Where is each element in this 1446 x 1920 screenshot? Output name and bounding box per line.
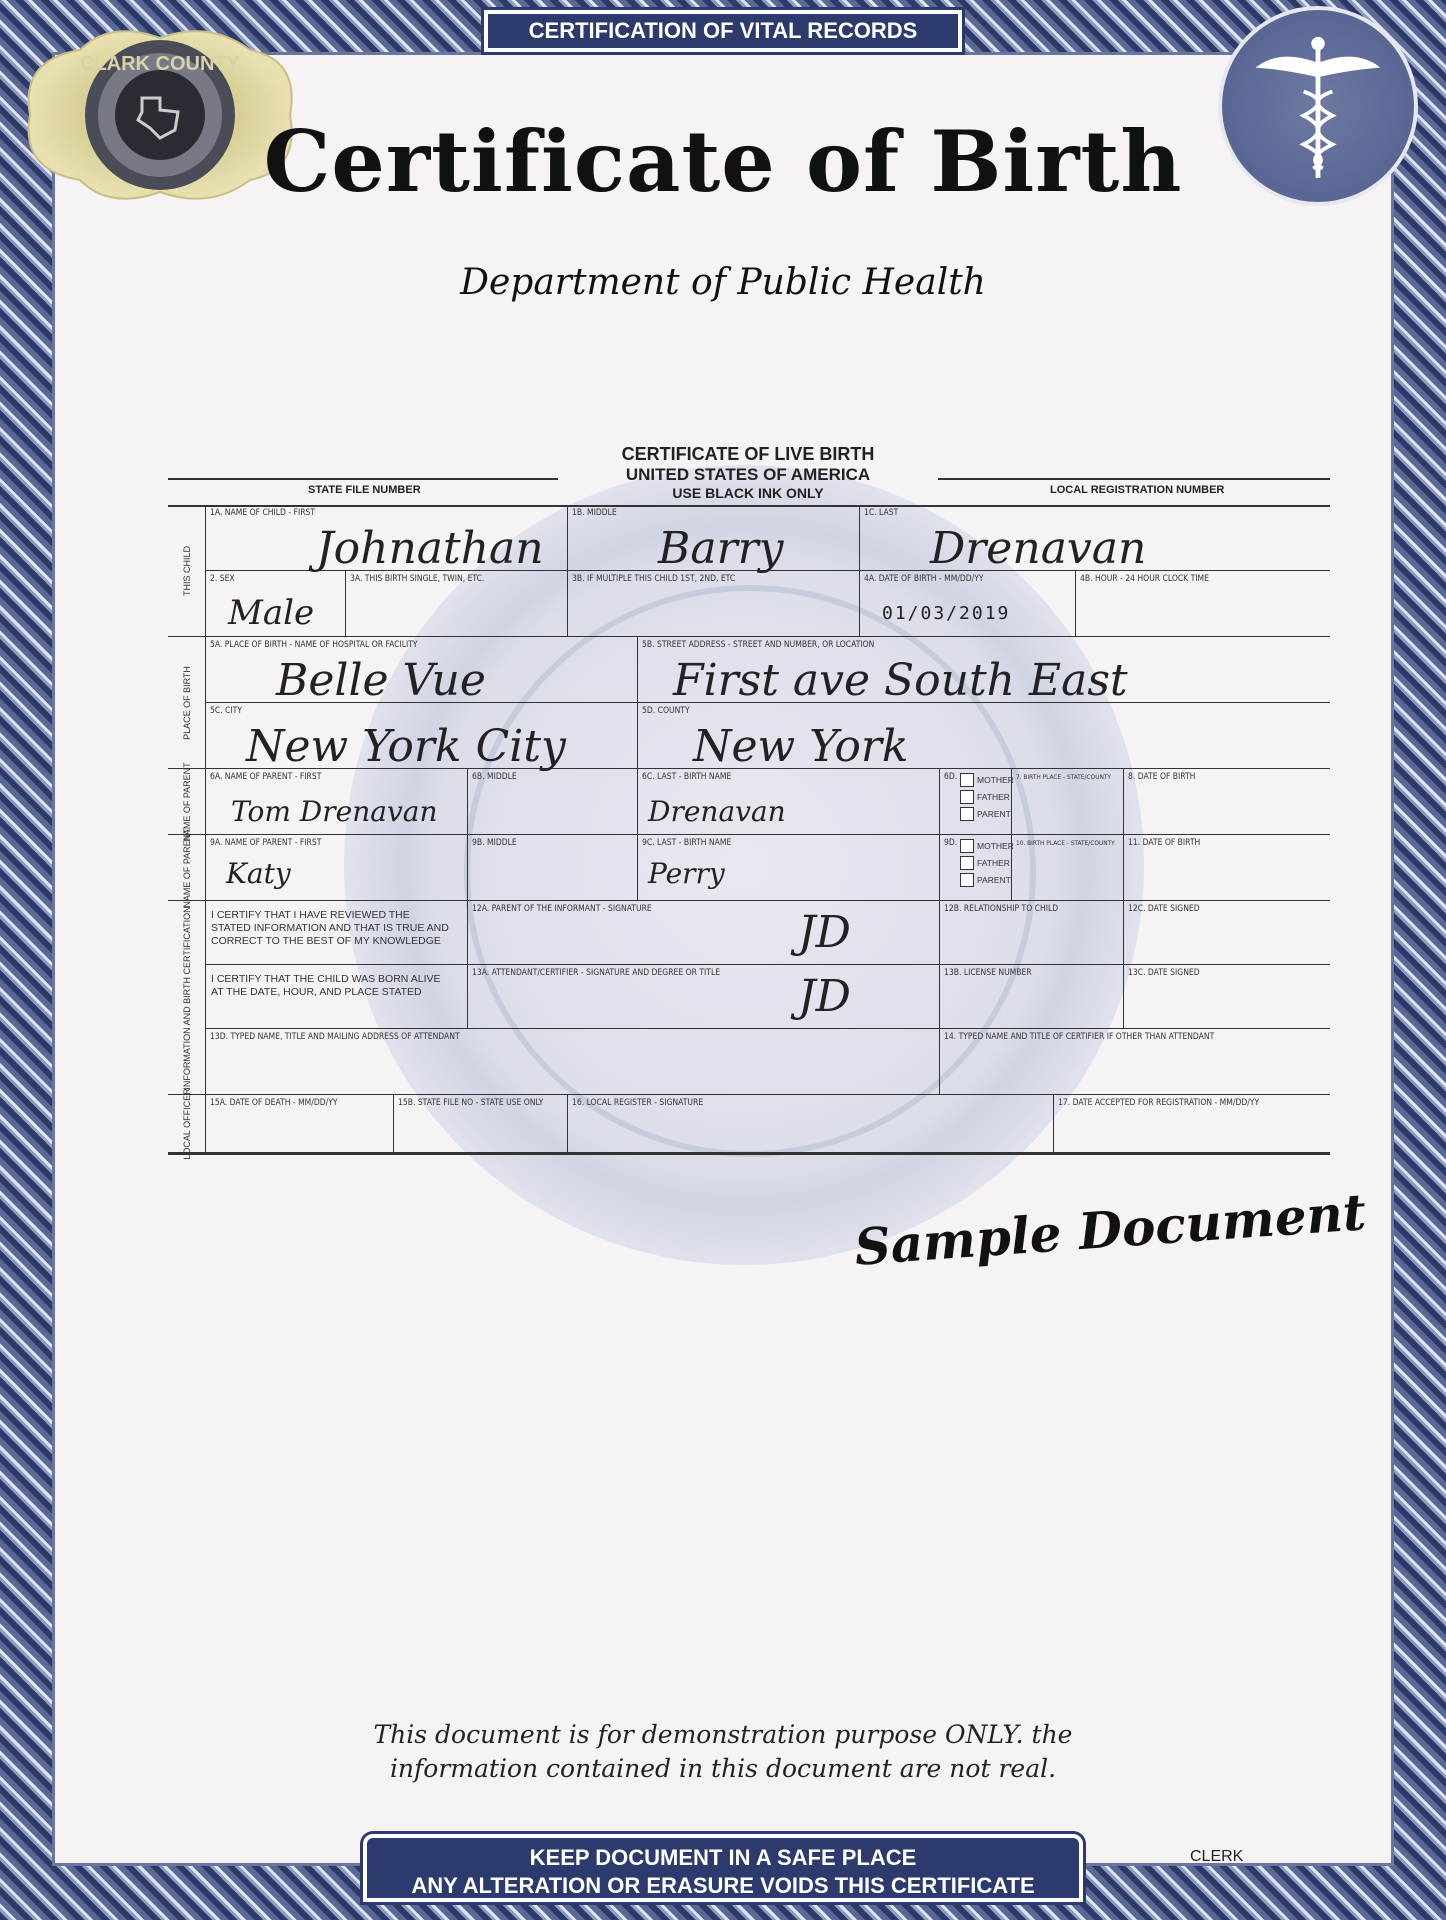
field-attendant-address[interactable]: 13D. TYPED NAME, TITLE AND MAILING ADDRESS OF ATTENDANT xyxy=(206,1029,940,1095)
certificate-title: Certificate of Birth xyxy=(263,112,1183,211)
field-license-number[interactable]: 13B. LICENSE NUMBER xyxy=(940,965,1124,1029)
birth-form-grid xyxy=(168,505,1330,1160)
field-parent1-role[interactable]: 6D. MOTHER FATHER PARENT xyxy=(940,769,1012,835)
field-birth-single-twin[interactable]: 3A. THIS BIRTH SINGLE, TWIN, ETC. xyxy=(346,571,568,637)
section-name-of-parent-1: NAME OF PARENT xyxy=(168,769,206,835)
section-this-child: THIS CHILD xyxy=(168,505,206,637)
bottom-banner-line-1: KEEP DOCUMENT IN A SAFE PLACE xyxy=(529,1845,917,1870)
bottom-banner-line-2: ANY ALTERATION OR ERASURE VOIDS THIS CERTIFICATE xyxy=(411,1873,1035,1898)
top-banner: CERTIFICATION OF VITAL RECORDS xyxy=(484,10,962,52)
local-registration-number-label: LOCAL REGISTRATION NUMBER xyxy=(1050,484,1225,496)
section-information: INFORMATION AND BIRTH CERTIFICATION xyxy=(168,901,206,1095)
field-date-accepted[interactable]: 17. DATE ACCEPTED FOR REGISTRATION - MM/DD/YY xyxy=(1054,1095,1330,1155)
field-parent1-middle[interactable]: 6B. MIDDLE xyxy=(468,769,638,835)
disclaimer-line-1: This document is for demonstration purpose ONLY. the xyxy=(373,1720,1073,1749)
field-city[interactable]: 5C. CITY New York City xyxy=(206,703,638,769)
checkbox-mother[interactable]: MOTHER xyxy=(960,773,1014,787)
section-place-of-birth: PLACE OF BIRTH xyxy=(168,637,206,769)
section-name-of-parent-2: NAME OF PARENT xyxy=(168,835,206,901)
field-state-file-no[interactable]: 15B. STATE FILE NO - STATE USE ONLY xyxy=(394,1095,568,1155)
field-county[interactable]: 5D. COUNTY New York xyxy=(638,703,1330,769)
field-parent1-birthplace[interactable]: 7. BIRTH PLACE - STATE/COUNTY xyxy=(1012,769,1124,835)
form-header xyxy=(560,444,936,501)
checkbox-parent[interactable]: PARENT xyxy=(960,873,1014,887)
form-header-line1: CERTIFICATE OF LIVE BIRTH xyxy=(621,444,875,464)
header-rule-left xyxy=(168,478,558,480)
checkbox-parent[interactable]: PARENT xyxy=(960,807,1014,821)
field-parent2-dob[interactable]: 11. DATE OF BIRTH xyxy=(1124,835,1330,901)
checkbox-father[interactable]: FATHER xyxy=(960,790,1014,804)
field-parent1-first[interactable]: 6A. NAME OF PARENT - FIRST Tom Drenavan xyxy=(206,769,468,835)
field-hour-of-birth[interactable]: 4B. HOUR - 24 HOUR CLOCK TIME xyxy=(1076,571,1330,637)
field-relationship[interactable]: 12B. RELATIONSHIP TO CHILD xyxy=(940,901,1124,965)
sample-document-stamp: Sample Document xyxy=(852,1182,1368,1277)
field-informant-signature[interactable]: 12A. PARENT OF THE INFORMANT - SIGNATURE JD xyxy=(468,901,940,965)
field-parent1-dob[interactable]: 8. DATE OF BIRTH xyxy=(1124,769,1330,835)
field-date-of-death[interactable]: 15A. DATE OF DEATH - MM/DD/YY xyxy=(206,1095,394,1155)
disclaimer-line-2: information contained in this document are not real. xyxy=(389,1754,1057,1783)
field-date-of-birth[interactable]: 4A. DATE OF BIRTH - MM/DD/YY 01/03/2019 xyxy=(860,571,1076,637)
field-parent1-last[interactable]: 6C. LAST - BIRTH NAME Drenavan xyxy=(638,769,940,835)
bottom-banner xyxy=(363,1834,1083,1902)
field-parent2-role[interactable]: 9D. MOTHER FATHER PARENT xyxy=(940,835,1012,901)
field-parent2-middle[interactable]: 9B. MIDDLE xyxy=(468,835,638,901)
field-parent2-last[interactable]: 9C. LAST - BIRTH NAME Perry xyxy=(638,835,940,901)
header-rule-right xyxy=(938,478,1330,480)
department-name: Department of Public Health xyxy=(460,262,986,303)
field-first-name[interactable]: 1A. NAME OF CHILD - FIRST Johnathan xyxy=(206,505,568,571)
field-parent2-first[interactable]: 9A. NAME OF PARENT - FIRST Katy xyxy=(206,835,468,901)
disclaimer xyxy=(0,1718,1446,1786)
seal-text: CLARK COUNTY xyxy=(80,53,240,75)
certify-statement-1: I CERTIFY THAT I HAVE REVIEWED THE STATED INFORMATION AND THAT IS TRUE AND CORRECT TO THE BEST OF MY KNOWLEDGE xyxy=(206,901,468,965)
field-last-name[interactable]: 1C. LAST Drenavan xyxy=(860,505,1330,571)
state-file-number-label: STATE FILE NUMBER xyxy=(308,484,421,496)
field-middle-name[interactable]: 1B. MIDDLE Barry xyxy=(568,505,860,571)
field-date-signed-12c[interactable]: 12C. DATE SIGNED xyxy=(1124,901,1330,965)
field-certifier-name[interactable]: 14. TYPED NAME AND TITLE OF CERTIFIER IF OTHER THAN ATTENDANT xyxy=(940,1029,1330,1095)
field-parent2-birthplace[interactable]: 10. BIRTH PLACE - STATE/COUNTY xyxy=(1012,835,1124,901)
section-local-officer: LOCAL OFFICER xyxy=(168,1095,206,1155)
field-attendant-signature[interactable]: 13A. ATTENDANT/CERTIFIER - SIGNATURE AND DEGREE OR TITLE JD xyxy=(468,965,940,1029)
clerk-label: CLERK xyxy=(1190,1848,1244,1865)
field-date-signed-13c[interactable]: 13C. DATE SIGNED xyxy=(1124,965,1330,1029)
form-header-line3: USE BLACK INK ONLY xyxy=(672,485,824,501)
certify-statement-2: I CERTIFY THAT THE CHILD WAS BORN ALIVE AT THE DATE, HOUR, AND PLACE STATED xyxy=(206,965,468,1029)
checkbox-mother[interactable]: MOTHER xyxy=(960,839,1014,853)
field-hospital[interactable]: 5A. PLACE OF BIRTH - NAME OF HOSPITAL OR FACILITY Belle Vue xyxy=(206,637,638,703)
field-multiple-order[interactable]: 3B. IF MULTIPLE THIS CHILD 1ST, 2ND, ETC xyxy=(568,571,860,637)
field-street-address[interactable]: 5B. STREET ADDRESS - STREET AND NUMBER, OR LOCATION First ave South East xyxy=(638,637,1330,703)
field-local-register-signature[interactable]: 16. LOCAL REGISTER - SIGNATURE xyxy=(568,1095,1054,1155)
form-header-line2: UNITED STATES OF AMERICA xyxy=(625,465,871,484)
field-sex[interactable]: 2. SEX Male xyxy=(206,571,346,637)
checkbox-father[interactable]: FATHER xyxy=(960,856,1014,870)
